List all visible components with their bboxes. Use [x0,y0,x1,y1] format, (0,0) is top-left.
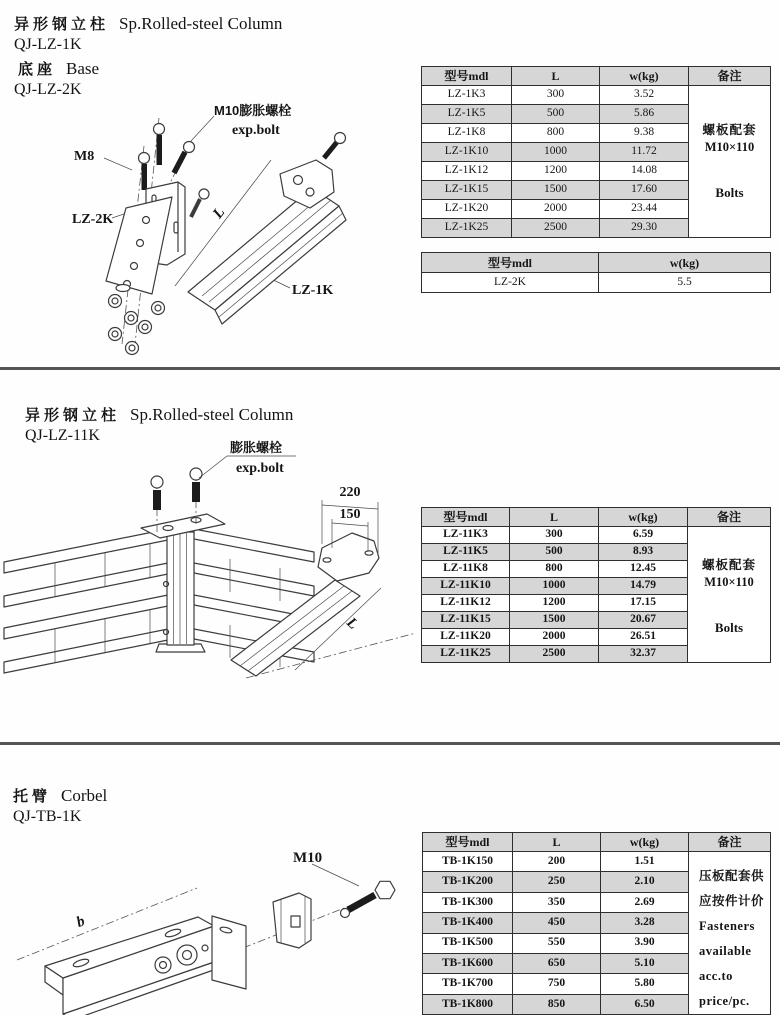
remark-text-en: Bolts [715,185,744,200]
cell-weight: 6.59 [599,527,688,544]
remark-line: acc.to [699,969,733,983]
col-header-model: 型号mdl [422,253,599,273]
cell-weight: 3.52 [600,86,689,105]
cell-weight: 32.37 [599,646,688,663]
drawing-column-lz11k [0,432,420,714]
m8-bolt [139,124,165,191]
lz11k-spec-table [421,507,771,663]
section3-title [13,785,107,826]
tb1k-spec-table [422,832,771,1015]
remark-cell [688,527,771,663]
remark-cell [689,852,771,1015]
label-m10: M10 [293,850,323,866]
col-header-remark: 备注 [689,833,771,852]
section1-title-en: Sp.Rolled-steel Column [119,14,283,33]
cell-weight: 26.51 [599,629,688,646]
table-row [422,273,771,293]
cell-model: TB-1K150 [423,852,513,872]
label-dim-150: 150 [339,507,361,522]
nuts [109,285,165,355]
col-header-remark: 备注 [689,67,771,86]
label-lz2k: LZ-2K [72,212,114,227]
col-header-remark: 备注 [688,508,771,527]
table-row [423,852,771,872]
cell-length: 750 [513,974,601,994]
label-dim-220: 220 [339,485,361,500]
cell-weight: 6.50 [601,994,689,1014]
section2-model: QJ-LZ-11K [25,427,100,444]
table-header-row [422,253,771,273]
cell-weight: 3.90 [601,933,689,953]
cell-model: LZ-1K8 [422,124,512,143]
cell-length: 200 [513,852,601,872]
section3-model: QJ-TB-1K [13,808,82,825]
m10-bolt [341,881,396,917]
channel-clamp [273,893,311,948]
remark-line: 应按件计价 [699,894,765,908]
remark-text-spec: M10×110 [704,140,755,154]
cell-length: 450 [513,913,601,933]
cell-model: LZ-1K5 [422,105,512,124]
cell-weight: 17.60 [600,181,689,200]
cell-model: LZ-2K [422,273,599,293]
cell-model: LZ-1K10 [422,143,512,162]
cell-weight: 2.10 [601,872,689,892]
col-header-weight: w(kg) [600,67,689,86]
section1-model: QJ-LZ-1K [14,36,82,53]
cell-model: LZ-11K8 [422,561,510,578]
section1-subtitle-en: Base [66,59,100,78]
col-header-weight: w(kg) [599,253,771,273]
cell-length: 2000 [512,200,600,219]
remark-line: available [699,944,752,958]
cell-weight: 12.45 [599,561,688,578]
cell-weight: 8.93 [599,544,688,561]
cell-length: 300 [510,527,599,544]
section1-subtitle-cn: 底座 [18,61,57,78]
col-header-length: L [513,833,601,852]
cell-length: 500 [512,105,600,124]
cell-length: 350 [513,892,601,912]
label-length: L [210,204,229,222]
table-row [422,527,771,544]
cell-weight: 5.86 [600,105,689,124]
label-anchor-bolt-en: exp.bolt [232,123,280,138]
col-header-model: 型号mdl [422,67,512,86]
cell-length: 2500 [510,646,599,663]
cell-model: LZ-11K15 [422,612,510,629]
cell-length: 800 [510,561,599,578]
cell-weight: 11.72 [600,143,689,162]
remark-text-en: Bolts [714,620,744,635]
base-plate-lz2k [106,197,172,294]
cell-weight: 3.28 [601,913,689,933]
table-row [422,86,771,105]
remark-text-cn: 螺板配套 [702,123,757,137]
cell-weight: 14.08 [600,162,689,181]
col-header-length: L [510,508,599,527]
cell-weight: 9.38 [600,124,689,143]
col-header-weight: w(kg) [601,833,689,852]
label-anchor-bolt-cn: M10膨胀螺栓 [214,103,292,118]
cell-length: 2500 [512,219,600,238]
cell-weight: 5.10 [601,953,689,973]
cell-length: 800 [512,124,600,143]
cell-length: 1000 [512,143,600,162]
col-header-model: 型号mdl [422,508,510,527]
col-header-model: 型号mdl [423,833,513,852]
label-anchor-bolt-en: exp.bolt [236,461,284,476]
cell-weight: 23.44 [600,200,689,219]
cell-length: 2000 [510,629,599,646]
section1-title-cn: 异形钢立柱 [14,16,110,33]
cell-weight: 29.30 [600,219,689,238]
lz1k-spec-table [421,66,771,238]
label-length: L [343,614,361,633]
lz2k-base-table [421,252,771,293]
remark-line: price/pc. [699,994,750,1008]
cell-model: TB-1K800 [423,994,513,1014]
section3-title-en: Corbel [61,786,108,805]
label-lz1k: LZ-1K [292,283,334,298]
col-header-length: L [512,67,600,86]
cell-model: LZ-1K15 [422,181,512,200]
section3-title-cn: 托臂 [13,788,52,805]
cell-model: LZ-1K25 [422,219,512,238]
cell-weight: 20.67 [599,612,688,629]
section-divider [0,367,780,370]
cell-model: LZ-11K3 [422,527,510,544]
section1-subtitle [14,58,100,99]
remark-text-spec: M10×110 [704,575,754,589]
section2-title-cn: 异形钢立柱 [25,407,121,424]
col-header-weight: w(kg) [599,508,688,527]
cell-model: TB-1K600 [423,953,513,973]
cell-model: LZ-11K10 [422,578,510,595]
cell-length: 650 [513,953,601,973]
cell-model: LZ-1K20 [422,200,512,219]
remark-line: Fasteners [699,919,755,933]
cell-model: TB-1K700 [423,974,513,994]
cell-length: 300 [512,86,600,105]
remark-cell [689,86,771,238]
table-header-row [422,508,771,527]
corbel-body [45,916,246,1015]
cell-model: TB-1K500 [423,933,513,953]
cell-weight: 17.15 [599,595,688,612]
cell-model: LZ-1K12 [422,162,512,181]
cell-weight: 5.80 [601,974,689,994]
cell-model: LZ-11K5 [422,544,510,561]
cell-model: LZ-11K20 [422,629,510,646]
cell-length: 1500 [512,181,600,200]
cell-model: LZ-11K12 [422,595,510,612]
label-anchor-bolt-cn: 膨胀螺栓 [230,440,283,455]
cell-weight: 1.51 [601,852,689,872]
cell-model: TB-1K400 [423,913,513,933]
cell-length: 1200 [512,162,600,181]
drawing-corbel-tb1k [15,838,417,1013]
cell-length: 250 [513,872,601,892]
cell-length: 500 [510,544,599,561]
cell-length: 850 [513,994,601,1014]
cell-length: 1200 [510,595,599,612]
section-divider [0,742,780,745]
label-m8: M8 [74,149,95,164]
table-header-row [423,833,771,852]
cell-weight: 5.5 [599,273,771,293]
cell-model: LZ-1K3 [422,86,512,105]
cell-model: TB-1K300 [423,892,513,912]
label-b: b [74,913,88,931]
cell-weight: 2.69 [601,892,689,912]
cell-length: 550 [513,933,601,953]
drawing-column-lz1k [28,96,410,368]
remark-text-cn: 螺板配套 [701,558,756,572]
section1-title [14,13,282,54]
cell-weight: 14.79 [599,578,688,595]
table-header-row [422,67,771,86]
cell-length: 1500 [510,612,599,629]
cell-model: LZ-11K25 [422,646,510,663]
section1-submodel: QJ-LZ-2K [14,81,82,98]
remark-line: 压板配套供 [699,869,765,883]
cell-length: 1000 [510,578,599,595]
section2-title-en: Sp.Rolled-steel Column [130,405,294,424]
cell-model: TB-1K200 [423,872,513,892]
